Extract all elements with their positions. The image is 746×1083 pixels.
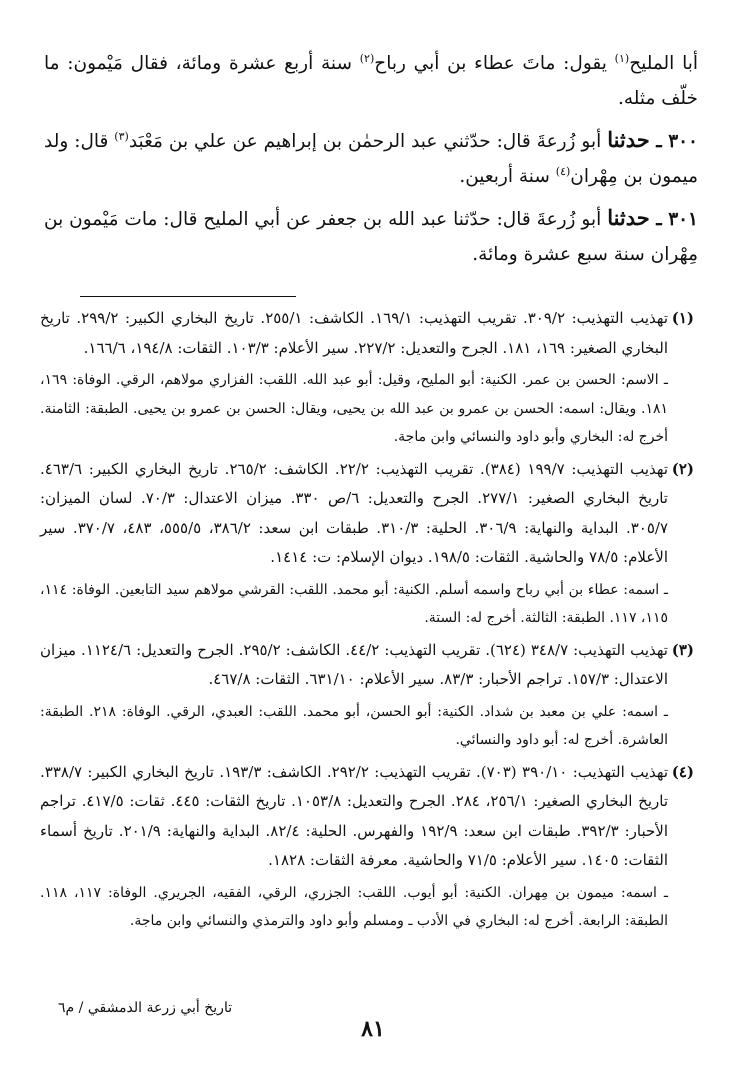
footnote-ref-3[interactable]: (٣) — [114, 129, 129, 143]
footnote-text: تهذيب التهذيب: ٣٠٩/٢. تقريب التهذيب: ١٦٩/١. الكاشف: ٢٥٥/١. تاريخ البخاري الكبير: ٢٩٩/٢. تاريخ البخاري الصغير: ١٦٩، ١٨١. الجرح والتعديل: ٢٢٧/٢. سير الأعلام: ١٠٣/٣. الثقات: ١٩٤/٨، ١٦٦/٦. — [40, 309, 669, 357]
hadith-keyword: حدثنا — [607, 205, 650, 230]
footnote-mark: (٢) — [671, 459, 694, 478]
text-segment: قال: ولد ميمون بن مِهْران — [44, 131, 698, 187]
footnote-bio: ـ اسمه: ميمون بن مِهران. الكنية: أبو أيوب. اللقب: الجزري، الرقي، الفقيه، الجريري. الوفاة: ١١٧، ١١٨. الطبقة: الرابعة. أخرج له: البخاري في الأدب ـ ومسلم وأبو داود والترمذي والنسائي وابن ماجة. — [40, 884, 669, 929]
footnote-2 — [40, 455, 694, 573]
text-segment: سنة أربع عشرة ومائة، فقال مَيْمون: ما خلّف مثله. — [44, 53, 698, 109]
text-segment: أبا المليح — [629, 53, 698, 74]
footnote-bio: ـ اسمه: عطاء بن أبي رباح واسمه أسلم. الكنية: أبو محمد. اللقب: القرشي مولاهم سيد التابعين. الوفاة: ١١٤، ١١٥، ١١٧. الطبقة: الثالثة. أخرج له: الستة. — [40, 581, 668, 626]
footnote-mark: (١) — [671, 309, 694, 327]
footnote-mark: (٣) — [671, 640, 694, 659]
footnote-mark: (٤) — [671, 762, 694, 781]
footnotes — [40, 304, 694, 939]
footnote-text: تهذيب التهذيب: ٣٤٨/٧ (٦٢٤). تقريب التهذيب: ٤٤/٢. الكاشف: ٢٩٥/٢. الجرح والتعديل: ١١٢٤/٦. ميزان الاعتدال: ١٥٧/٣. تراجم الأحبار: ٨٣/٣. سير الأعلام: ٦٣١/١٠. الثقات: ٤٦٧/٨. — [40, 640, 668, 688]
text-segment: سنة أربعين. — [459, 166, 556, 187]
page-number: ٨١ — [361, 1016, 385, 1042]
footnote-text: تهذيب التهذيب: ١٩٩/٧ (٣٨٤). تقريب التهذيب: ٢٢/٢. الكاشف: ٢٦٥/٢. تاريخ البخاري الكبير: ٤٦٣/٦. تاريخ البخاري الصغير: ٢٧٧/١. الجرح والتعديل: ٦/ص ٣٣٠. ميزان الاعتدال: ٧٠/٣. لسان الميزان: ٣٠٥/٧. البداية والنهاية: ٣٠٦/٩. الحلية: ٣١٠/٣. طبقات ابن سعد: ٣٨٦/٢، ٥٥٥/٥، ٤٨٣، ٣٧٠/٧. سير الأعلام: ٧٨/٥ والحاشية. الثقات: ١٩٨/٥. ديوان الإسلام: ت: ١٤١٤. — [40, 459, 668, 566]
text-segment: أبو زُرعةَ قال: حدّثني عبد الرحمٰن بن إبراهيم عن علي بن مَعْبَد — [128, 131, 608, 152]
footnote-bio: ـ اسمه: علي بن معبد بن شداد. الكنية: أبو الحسن، أبو محمد. اللقب: العبدي، الرقي. الوفاة: ٢١٨. الطبقة: العاشرة. أخرج له: أبو داود والنسائي. — [40, 703, 668, 748]
paragraph-intro — [44, 46, 698, 116]
footnote-divider — [80, 296, 296, 297]
footnote-ref-2[interactable]: (٢) — [359, 51, 375, 65]
paragraph-301 — [44, 200, 698, 272]
text-segment: أبو زُرعةَ قال: حدّثنا عبد الله بن جعفر عن أبي المليح قال: مات مَيْمون بن مِهْران سنة سبع عشرة ومائة. — [44, 209, 698, 265]
footnote-ref-1[interactable]: (١) — [614, 51, 630, 65]
footnote-text: تهذيب التهذيب: ٣٩٠/١٠ (٧٠٣). تقريب التهذيب: ٢٩٢/٢. الكاشف: ١٩٣/٣. تاريخ البخاري الكبير: ٣٣٨/٧. تاريخ البخاري الصغير: ٢٥٦/١، ٢٨٤. الجرح والتعديل: ١٠٥٣/٨. تاريخ الثقات: ٤٤٥. ثقات: ٤١٧/٥. تراجم الأحبار: ٣٩٢/٣. طبقات ابن سعد: ١٩٢/٩ والفهرس. الحلية: ٨٢/٤. البداية والنهاية: ٢٠١/٩. تاريخ أسماء الثقات: ١٤٠٥. سير الأعلام: ٧١/٥ والحاشية. معرفة الثقات: ١٨٢٨. — [40, 762, 669, 869]
paragraph-300 — [44, 122, 698, 194]
book-footer: تاريخ أبي زرعة الدمشقي / م٦ — [58, 1000, 233, 1016]
main-text — [44, 46, 698, 278]
footnote-4 — [40, 758, 694, 876]
footnote-3 — [40, 636, 694, 695]
text-segment: يقول: ماتَ عطاء بن أبي رباح — [374, 53, 615, 74]
footnote-ref-4[interactable]: (٤) — [555, 164, 571, 178]
hadith-keyword: حدثنا — [607, 127, 650, 152]
paragraph-number: ٣٠٠ ـ — [649, 131, 698, 152]
paragraph-number: ٣٠١ ـ — [649, 209, 698, 230]
footnote-bio: ـ الاسم: الحسن بن عمر. الكنية: أبو المليح، وقيل: أبو عبد الله. اللقب: الفزاري مولاهم، الرقي. الوفاة: ١٦٩، ١٨١. ويقال: اسمه: الحسن بن عمرو بن عبد الله بن يحيى، ويقال: الحسن بن عمرو بن يحيى. الطبقة: الثامنة. أخرج له: البخاري وأبو داود والنسائي وابن ماجة. — [40, 372, 668, 445]
footnote-1 — [40, 304, 694, 363]
